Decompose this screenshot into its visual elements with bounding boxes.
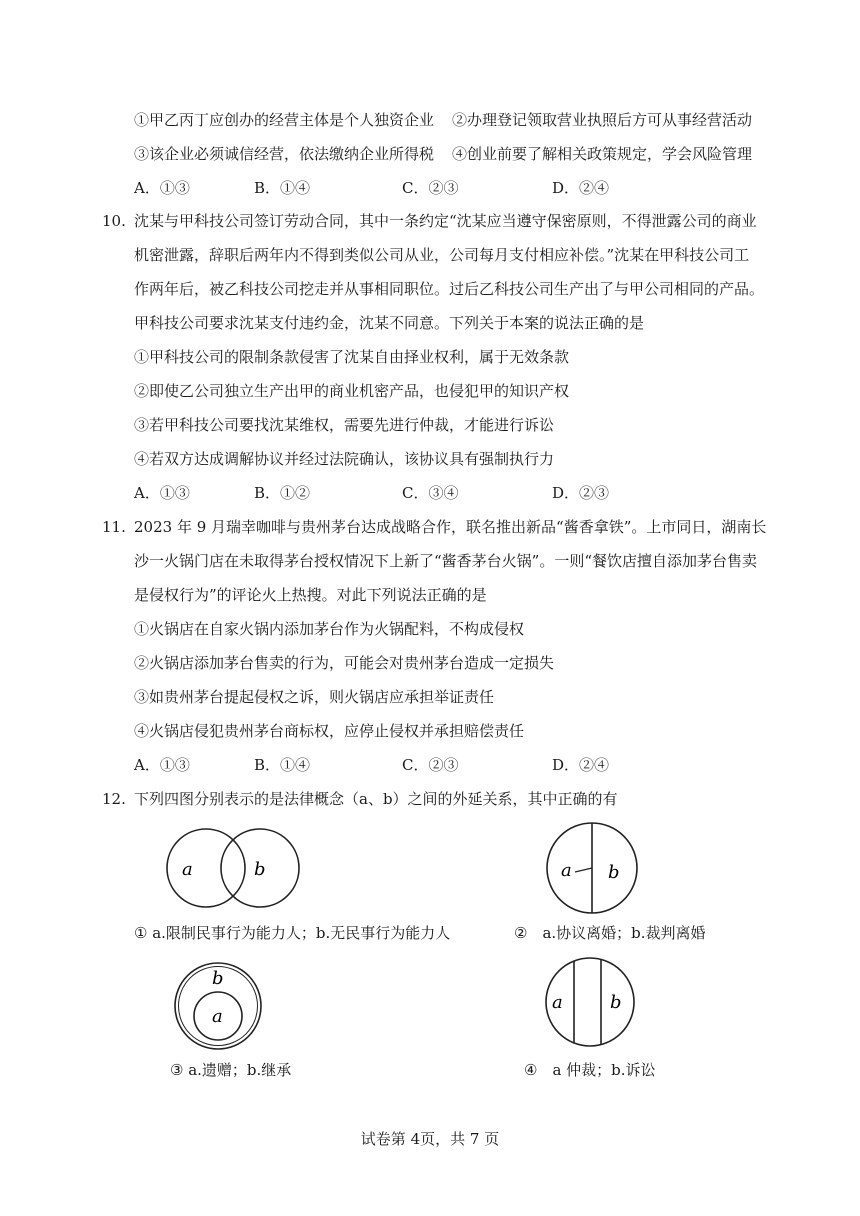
q11-option-c: C．②③ [402,756,459,774]
q9-statement-4: ④创业前要了解相关政策规定，学会风险管理 [452,145,753,163]
figure-1-label-a: a [182,859,193,880]
q11-stem-line-3: 是侵权行为”的评论火上热搜。对此下列说法正确的是 [134,586,487,604]
q12-number: 12. [102,790,126,808]
q10-statement-3: ③若甲科技公司要找沈某维权，需要先进行仲裁，才能进行诉讼 [134,416,555,434]
q11-stem-line-2: 沙一火锅门店在未取得茅台授权情况下上新了“酱香茅台火锅”。一则“餐饮店擅自添加茅台售卖 [134,552,758,570]
q11-statement-4: ④火锅店侵犯贵州茅台商标权，应停止侵权并承担赔偿责任 [134,722,525,740]
page-footer: 试卷第 4页，共 7 页 [360,1130,500,1148]
q10-stem-line-2: 机密泄露，辞职后两年内不得到类似公司从业，公司每月支付相应补偿。”沈某在甲科技公司工 [134,246,750,264]
q11-number: 11. [102,518,126,536]
q11-statement-2: ②火锅店添加茅台售卖的行为，可能会对贵州茅台造成一定损失 [134,654,555,672]
figure-4-label-a: a [552,992,563,1013]
q9-statement-3: ③该企业必须诚信经营，依法缴纳企业所得税 [134,145,435,163]
q10-stem-line-3: 作两年后，被乙科技公司挖走并从事相同职位。过后乙科技公司生产出了与甲公司相同的产品。 [134,280,765,298]
figure-2-split-diagram [544,818,640,918]
q11-statement-1: ①火锅店在自家火锅内添加茅台作为火锅配料，不构成侵权 [134,620,525,638]
figure-2-caption: ② a.协议离婚；b.裁判离婚 [514,924,706,942]
figure-4-caption: ④ a 仲裁；b.诉讼 [524,1061,656,1079]
figure-3-caption: ③ a.遗赠；b.继承 [170,1061,292,1079]
q10-option-d: D．②③ [552,484,610,502]
figure-1-caption: ① a.限制民事行为能力人；b.无民事行为能力人 [134,924,451,942]
q10-statement-2: ②即使乙公司独立生产出甲的商业机密产品，也侵犯甲的知识产权 [134,382,570,400]
q11-option-a: A．①③ [134,756,190,774]
q10-option-b: B．①② [254,484,311,502]
q11-option-b: B．①④ [254,756,311,774]
q10-option-a: A．①③ [134,484,190,502]
q11-statement-3: ③如贵州茅台提起侵权之诉，则火锅店应承担举证责任 [134,688,495,706]
q10-stem-line-4: 甲科技公司要求沈某支付违约金，沈某不同意。下列关于本案的说法正确的是 [134,314,645,332]
figure-2-label-a: a [561,860,572,881]
q10-statement-4: ④若双方达成调解协议并经过法院确认，该协议具有强制执行力 [134,450,555,468]
q10-number: 10. [102,212,126,230]
figure-4-label-b: b [610,992,622,1013]
figure-3-label-a: a [212,1006,223,1027]
q9-option-b: B．①④ [254,179,311,197]
q9-statement-1: ①甲乙丙丁应创办的经营主体是个人独资企业 [134,111,435,129]
q10-stem-line-1: 沈某与甲科技公司签订劳动合同，其中一条约定“沈某应当遵守保密原则，不得泄露公司的商业 [134,212,757,230]
figure-1-label-b: b [254,859,266,880]
figure-3-contain-diagram [172,960,264,1050]
q9-option-d: D．②④ [552,179,610,197]
figure-3-label-b: b [212,968,224,989]
q9-option-c: C．②③ [402,179,459,197]
q9-option-a: A．①③ [134,179,190,197]
q10-option-c: C．③④ [402,484,459,502]
figure-2-label-b: b [608,862,620,883]
figure-4-disjoint-diagram [542,954,638,1050]
q10-statement-1: ①甲科技公司的限制条款侵害了沈某自由择业权利，属于无效条款 [134,348,570,366]
q11-option-d: D．②④ [552,756,610,774]
q9-statement-2: ②办理登记领取营业执照后方可从事经营活动 [452,111,753,129]
q11-stem-line-1: 2023 年 9 月瑞幸咖啡与贵州茅台达成战略合作，联名推出新品“酱香拿铁”。上市同日，湖南长 [134,518,767,536]
figure-1-overlap-diagram [160,826,308,910]
q12-stem: 下列四图分别表示的是法律概念（a、b）之间的外延关系，其中正确的有 [134,790,618,808]
